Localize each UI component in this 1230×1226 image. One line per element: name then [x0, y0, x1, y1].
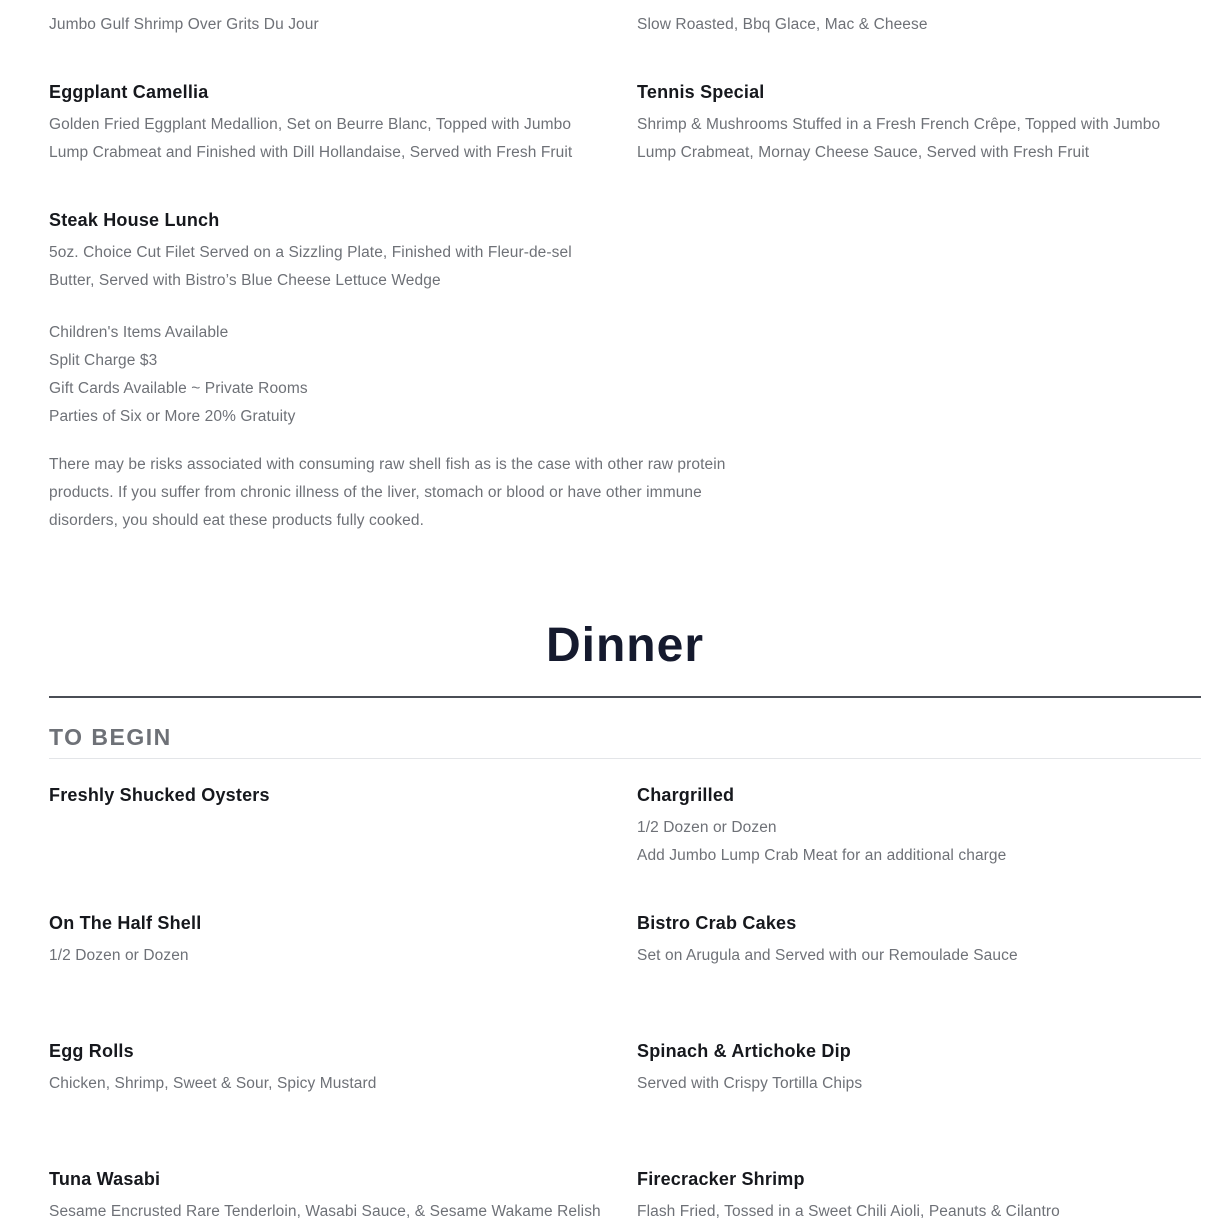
- menu-item-name: Chargrilled: [637, 785, 735, 805]
- menu-item-description: Shrimp & Mushrooms Stuffed in a Fresh French Crêpe, Topped with Jumbo Lump Crabmeat, Mornay Cheese Sauce, Served with Fresh Fruit: [637, 116, 1161, 161]
- section-title-dinner: Dinner: [545, 619, 704, 672]
- menu-item-description: Slow Roasted, Bbq Glace, Mac & Cheese: [637, 16, 928, 33]
- menu-item-name: Steak House Lunch: [49, 210, 220, 230]
- menu-item-name: Eggplant Camellia: [49, 82, 209, 102]
- menu-item-description: Set on Arugula and Served with our Remoulade Sauce: [637, 947, 1018, 964]
- menu-item-name: Freshly Shucked Oysters: [49, 785, 270, 805]
- info-note: Split Charge $3: [49, 352, 158, 369]
- category-divider: [49, 758, 1201, 759]
- menu-item-description: Add Jumbo Lump Crab Meat for an additional charge: [637, 847, 1007, 864]
- section-divider: [49, 696, 1201, 698]
- menu-item-name: Egg Rolls: [49, 1041, 134, 1061]
- menu-item-name: Tuna Wasabi: [49, 1169, 161, 1189]
- info-note: Children's Items Available: [49, 324, 229, 341]
- raw-shellfish-disclaimer: There may be risks associated with consuming raw shell fish as is the case with other raw protein products. If you suffer from chronic illness of the liver, stomach or blood or have other immune disorders, you should eat these products fully cooked.: [49, 456, 726, 529]
- category-heading: TO BEGIN: [49, 724, 172, 750]
- info-note: Parties of Six or More 20% Gratuity: [49, 408, 296, 425]
- menu-item-description: 1/2 Dozen or Dozen: [637, 819, 777, 836]
- menu-item-description: Chicken, Shrimp, Sweet & Sour, Spicy Mustard: [49, 1075, 377, 1092]
- menu-item-description: Flash Fried, Tossed in a Sweet Chili Aioli, Peanuts & Cilantro: [637, 1203, 1060, 1220]
- info-note: Gift Cards Available ~ Private Rooms: [49, 380, 308, 397]
- menu-item-name: Tennis Special: [637, 82, 765, 102]
- menu-item-name: Bistro Crab Cakes: [637, 913, 797, 933]
- menu-item-description: Jumbo Gulf Shrimp Over Grits Du Jour: [49, 16, 319, 33]
- menu-item-name: Spinach & Artichoke Dip: [637, 1041, 851, 1061]
- menu-item-description: Sesame Encrusted Rare Tenderloin, Wasabi Sauce, & Sesame Wakame Relish: [49, 1203, 601, 1220]
- menu-item-name: Firecracker Shrimp: [637, 1169, 805, 1189]
- menu-item-description: Served with Crispy Tortilla Chips: [637, 1075, 863, 1092]
- menu-item-description: 5oz. Choice Cut Filet Served on a Sizzling Plate, Finished with Fleur-de-sel Butter, Served with Bistro’s Blue Cheese Lettuce Wedge: [49, 244, 572, 289]
- menu-item-name: On The Half Shell: [49, 913, 202, 933]
- menu-item-description: 1/2 Dozen or Dozen: [49, 947, 189, 964]
- menu-item-description: Golden Fried Eggplant Medallion, Set on Beurre Blanc, Topped with Jumbo Lump Crabmeat and Finished with Dill Hollandaise, Served with Fresh Fruit: [49, 116, 573, 161]
